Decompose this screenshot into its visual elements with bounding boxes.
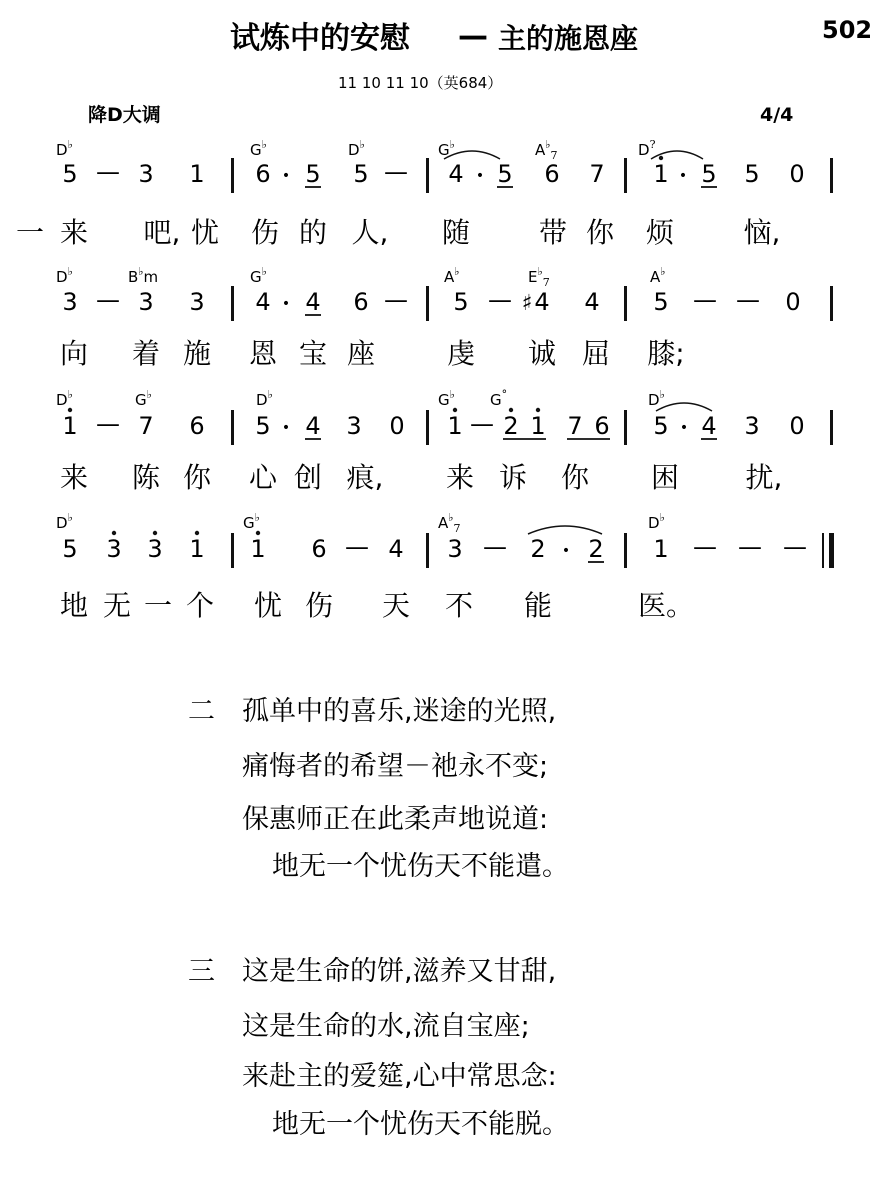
- chord-symbol: $E^♭_7$: [528, 265, 550, 289]
- hold-dash: —: [488, 286, 512, 314]
- lyric: 你: [560, 461, 590, 494]
- barline: [426, 410, 429, 445]
- note: 1: [62, 412, 78, 440]
- lyric: 带: [538, 216, 568, 249]
- note: 0: [389, 412, 405, 440]
- lyric: 地: [59, 589, 89, 622]
- lyric: 人,: [351, 216, 389, 249]
- note: 4: [584, 288, 600, 316]
- lyric: 烦: [645, 216, 675, 249]
- chord-row: [56, 265, 665, 289]
- note: 5: [62, 160, 78, 188]
- dot-mark: •: [475, 168, 485, 184]
- lyric: 恼,: [743, 216, 781, 249]
- octave-dot: [68, 408, 72, 412]
- note: 0: [789, 160, 805, 188]
- verse-3: [188, 956, 569, 1140]
- lyric: 困: [650, 461, 680, 494]
- chord-symbol: A♭: [650, 265, 666, 286]
- lyric: 的: [298, 216, 328, 249]
- lyric: 来: [59, 216, 89, 249]
- lyric: 诚: [527, 337, 557, 370]
- lyric: 施: [182, 337, 212, 370]
- hold-dash: —: [736, 286, 760, 314]
- lyric-row: [60, 589, 694, 622]
- note: 4: [305, 288, 321, 316]
- chord-symbol: D♭: [256, 388, 273, 409]
- lyric: 一: [143, 589, 173, 622]
- verse-line: 地无一个忧伤天不能脱。: [272, 1109, 569, 1140]
- hold-dash: —: [345, 533, 369, 561]
- lyric: 恩: [248, 337, 278, 370]
- hymn-subtitle: 主的施恩座: [498, 22, 639, 55]
- verse-2: [188, 696, 569, 882]
- lyric: 无: [102, 589, 132, 622]
- octave-dot: [195, 531, 199, 535]
- note: 3: [346, 412, 362, 440]
- final-barline-thin: [822, 533, 824, 568]
- lyric-row: [60, 337, 685, 370]
- chord-symbol: D♭: [348, 138, 365, 159]
- verse-line: 这是生命的饼,滋养又甘甜,: [242, 956, 557, 987]
- lyric: 伤: [304, 589, 334, 622]
- octave-dot: [453, 408, 457, 412]
- hold-dash: —: [96, 158, 120, 186]
- hold-dash: —: [738, 533, 762, 561]
- dot-mark: •: [281, 420, 291, 436]
- chord-row: [56, 388, 665, 409]
- octave-dot: [153, 531, 157, 535]
- barline: [624, 286, 627, 321]
- octave-dot: [659, 156, 663, 160]
- hold-dash: —: [783, 533, 807, 561]
- note: 1: [653, 535, 669, 563]
- lyric: 你: [182, 461, 212, 494]
- lyric: 吧,: [143, 216, 181, 249]
- chord-symbol: A♭: [444, 265, 460, 286]
- barline: [624, 533, 627, 568]
- note: 3: [447, 535, 463, 563]
- lyric: 膝;: [647, 337, 685, 370]
- lyric: 一: [15, 216, 45, 249]
- note: 2: [588, 535, 604, 563]
- lyric: 诉: [498, 461, 528, 494]
- hold-dash: —: [483, 533, 507, 561]
- system-1: [16, 138, 833, 249]
- meter-line: 11 10 11 10（英684）: [338, 74, 503, 92]
- chord-symbol: D♭: [648, 511, 665, 532]
- notes-row: [62, 286, 833, 321]
- octave-dot: [536, 408, 540, 412]
- system-4: [56, 511, 834, 622]
- chord-symbol: D?: [638, 138, 656, 159]
- note: 5: [453, 288, 469, 316]
- note: 5: [305, 160, 321, 188]
- hold-dash: —: [96, 410, 120, 438]
- barline: [624, 410, 627, 445]
- chord-symbol: $A^♭_7$: [535, 138, 558, 162]
- note: 1: [447, 412, 463, 440]
- chord-symbol: G♭: [250, 138, 267, 159]
- note: 0: [785, 288, 801, 316]
- lyric: 忧: [190, 216, 220, 249]
- note: 5: [62, 535, 78, 563]
- lyric: 来: [59, 461, 89, 494]
- key-signature: 降D大调: [88, 104, 161, 126]
- lyric: 不: [444, 589, 474, 622]
- octave-dot: [256, 531, 260, 535]
- note: 6: [189, 412, 205, 440]
- hold-dash: —: [384, 158, 408, 186]
- chord-symbol: G♭: [250, 265, 267, 286]
- verse-number: 三: [188, 956, 215, 987]
- lyric-row: [60, 461, 782, 494]
- time-signature: 4/4: [760, 104, 794, 126]
- lyric: 随: [441, 216, 471, 249]
- dot-mark: •: [561, 543, 571, 559]
- note: 5: [701, 160, 717, 188]
- lyric: 着: [131, 337, 161, 370]
- note: 4: [701, 412, 717, 440]
- note: 6: [353, 288, 369, 316]
- note: 6: [311, 535, 327, 563]
- hold-dash: —: [693, 286, 717, 314]
- notes-row: [62, 151, 833, 193]
- lyric: 座: [346, 337, 376, 370]
- lyric: 创: [293, 461, 323, 494]
- lyric: 屈: [581, 337, 611, 370]
- lyric: 你: [585, 216, 615, 249]
- chord-row: [56, 138, 656, 162]
- note: 6: [255, 160, 271, 188]
- lyric: 能: [523, 589, 553, 622]
- chord-symbol: D♭: [56, 388, 73, 409]
- note: 3: [138, 160, 154, 188]
- note: 7: [589, 160, 605, 188]
- chord-row: [56, 511, 665, 535]
- note: 6: [594, 412, 610, 440]
- slur: [528, 526, 602, 534]
- slur: [444, 151, 500, 159]
- notes-row: [62, 403, 833, 445]
- note: 4: [448, 160, 464, 188]
- note: 2: [530, 535, 546, 563]
- note: 1: [530, 412, 546, 440]
- hold-dash: —: [384, 286, 408, 314]
- lyric-row: [16, 216, 780, 249]
- octave-dot: [509, 408, 513, 412]
- notes-row: [62, 526, 834, 568]
- lyric: 来: [445, 461, 475, 494]
- verse-line: 痛悔者的希望－祂永不变;: [242, 751, 549, 782]
- chord-symbol: G♭: [243, 511, 260, 532]
- title-separator: —: [458, 19, 488, 54]
- hold-dash: —: [693, 533, 717, 561]
- lyric: 陈: [131, 461, 161, 494]
- note: 7: [567, 412, 583, 440]
- system-3: [56, 388, 833, 494]
- note: 5: [653, 288, 669, 316]
- lyric: 忧: [253, 589, 283, 622]
- note: 5: [497, 160, 513, 188]
- note: 1: [189, 535, 205, 563]
- barline: [624, 158, 627, 193]
- system-2: [56, 265, 833, 370]
- note: 3: [138, 288, 154, 316]
- hymn-title: 试炼中的安慰: [230, 21, 410, 56]
- verse-number: 二: [188, 696, 215, 727]
- dot-mark: •: [281, 296, 291, 312]
- slur: [656, 403, 712, 411]
- chord-symbol: B♭m: [128, 265, 159, 286]
- barline: [231, 533, 234, 568]
- note: 2: [503, 412, 519, 440]
- lyric: 扰,: [745, 461, 783, 494]
- verse-line: 来赴主的爱筵,心中常思念:: [242, 1061, 557, 1092]
- barline: [231, 286, 234, 321]
- chord-symbol: D♭: [648, 388, 665, 409]
- note: 3: [744, 412, 760, 440]
- chord-symbol: G♭: [438, 138, 455, 159]
- lyric: 向: [59, 337, 89, 370]
- final-barline-thick: [829, 533, 834, 568]
- barline: [231, 158, 234, 193]
- note: 4: [255, 288, 271, 316]
- note: 0: [789, 412, 805, 440]
- note: 1: [250, 535, 266, 563]
- chord-symbol: G♭: [135, 388, 152, 409]
- lyric: 医。: [637, 589, 695, 622]
- chord-symbol: G°: [490, 388, 508, 409]
- note: 4: [534, 288, 550, 316]
- barline: [830, 158, 833, 193]
- barline: [830, 286, 833, 321]
- chord-symbol: D♭: [56, 511, 73, 532]
- lyric: 个: [185, 589, 215, 622]
- note: 5: [744, 160, 760, 188]
- note: 1: [189, 160, 205, 188]
- lyric: 痕,: [346, 461, 384, 494]
- note: 6: [544, 160, 560, 188]
- note: 3: [62, 288, 78, 316]
- dot-mark: •: [281, 168, 291, 184]
- dot-mark: •: [679, 420, 689, 436]
- hold-dash: —: [470, 410, 494, 438]
- barline: [830, 410, 833, 445]
- lyric: 虔: [446, 337, 476, 370]
- dot-mark: •: [678, 168, 688, 184]
- chord-symbol: $A^♭_7$: [438, 511, 461, 535]
- verse-line: 保惠师正在此柔声地说道:: [242, 804, 549, 835]
- sharp-mark: ♯: [521, 291, 533, 316]
- lyric: 宝: [298, 337, 328, 370]
- chord-symbol: G♭: [438, 388, 455, 409]
- chord-symbol: D♭: [56, 265, 73, 286]
- note: 3: [189, 288, 205, 316]
- barline: [231, 410, 234, 445]
- note: 3: [106, 535, 122, 563]
- page-number: 502: [822, 16, 873, 44]
- note: 5: [653, 412, 669, 440]
- hold-dash: —: [96, 286, 120, 314]
- note: 4: [388, 535, 404, 563]
- barline: [426, 533, 429, 568]
- octave-dot: [112, 531, 116, 535]
- note: 1: [653, 160, 669, 188]
- note: 3: [147, 535, 163, 563]
- chord-symbol: D♭: [56, 138, 73, 159]
- verse-line: 地无一个忧伤天不能遣。: [272, 851, 569, 882]
- verse-line: 这是生命的水,流自宝座;: [242, 1011, 530, 1042]
- note: 5: [255, 412, 271, 440]
- note: 7: [138, 412, 154, 440]
- lyric: 天: [381, 589, 411, 622]
- note: 4: [305, 412, 321, 440]
- barline: [426, 286, 429, 321]
- barline: [426, 158, 429, 193]
- verse-line: 孤单中的喜乐,迷途的光照,: [242, 696, 557, 727]
- slur: [651, 151, 703, 159]
- lyric: 心: [248, 461, 278, 494]
- lyric: 伤: [250, 216, 280, 249]
- note: 5: [353, 160, 369, 188]
